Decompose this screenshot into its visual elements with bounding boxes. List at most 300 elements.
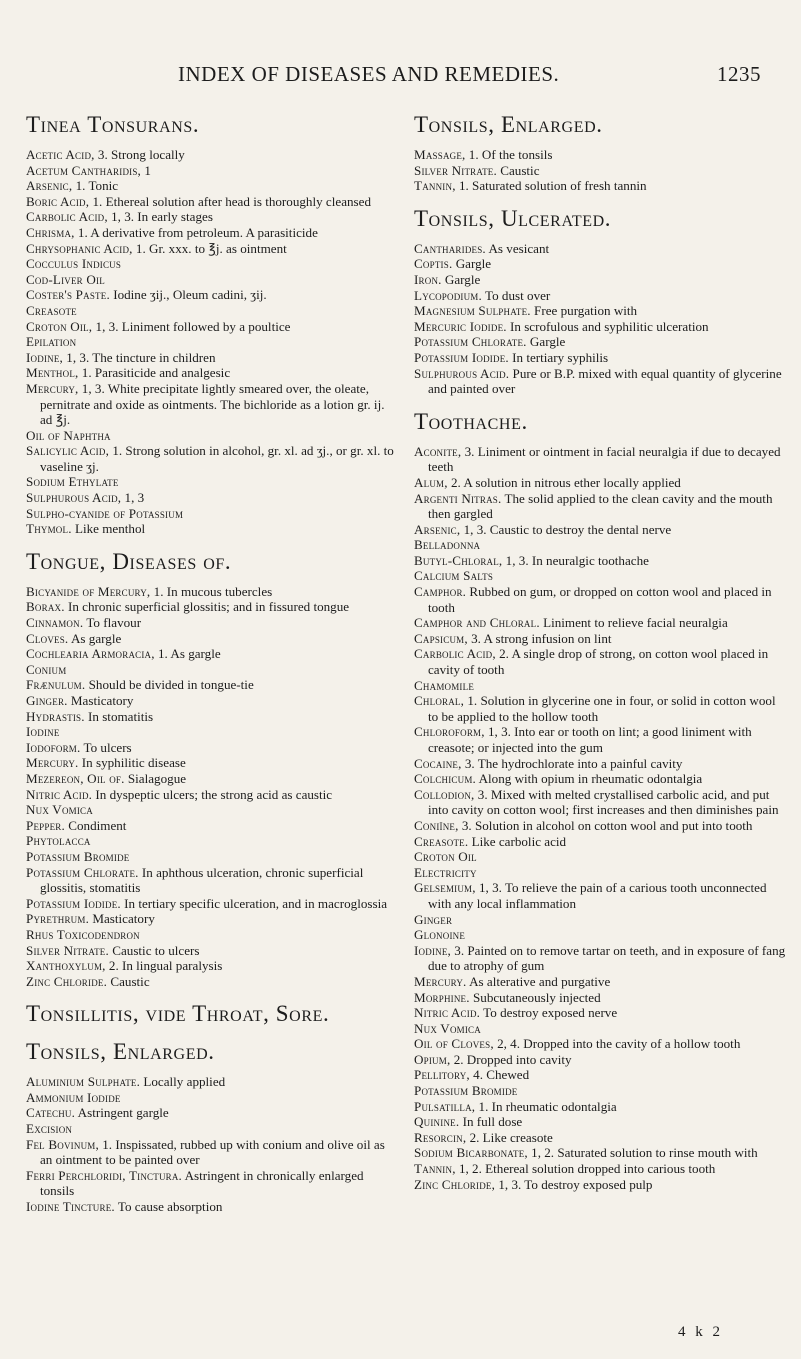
entry-text: 1, 3. To destroy exposed pulp [495,1176,653,1192]
index-entry [414,834,786,850]
index-entry [26,225,398,241]
index-entry [414,584,786,615]
index-entry [414,818,786,834]
entry-text: 3. Strong locally [94,147,185,162]
entry-term: Nitric Acid. [26,786,93,802]
entry-term: Arsenic, [26,178,73,194]
index-entry [26,428,398,444]
index-entry [414,880,786,911]
index-entry [26,927,398,943]
entry-text: 3. Liniment or ointment in facial neuralgia if due to decayed teeth [428,443,781,475]
entry-term: Croton Oil, [26,318,93,334]
entry-term: Potassium Bromide [26,848,130,864]
index-entry [414,1036,786,1052]
index-entry [414,568,786,584]
entry-term: Nux Vomica [26,802,93,818]
index-entry [414,288,786,304]
entry-text: In dyspeptic ulcers; the strong acid as caustic [92,786,333,802]
index-entry [26,599,398,615]
entry-term: Cinnamon. [26,615,84,631]
index-entry [26,787,398,803]
entry-text: 1. Strong solution in alcohol, gr. xl. ad ʒj., or gr. xl. to vaseline ʒj. [40,443,394,474]
entry-text: 1. Inspissated, rubbed up with conium and olive oil as an ointment to be painted over [40,1136,385,1168]
entry-text: In syphilitic disease [78,755,186,771]
index-entry [414,1114,786,1130]
entry-text: 1. In mucous tubercles [150,583,273,599]
section-title: Tonsils, Enlarged. [26,1039,215,1065]
entry-text: Gargle [441,271,481,287]
entry-term: Acetic Acid, [26,147,95,162]
index-entry [26,287,398,303]
entry-text: In scrofulous and syphilitic ulceration [506,318,709,334]
entry-term: Carbolic Acid, [414,646,496,662]
entry-text: 1, 3. The tincture in children [63,349,216,365]
entry-term: Zinc Chloride. [26,973,108,989]
entry-term: Pyrethrum. [26,911,90,927]
index-entry [26,490,398,506]
entry-text: In aphthous ulceration, chronic superficial glossitis, stomatitis [40,864,364,896]
index-entry [414,475,786,491]
entry-term: Cod-Liver Oil [26,271,105,287]
entry-term: Lycopodium. [414,287,482,303]
entry-term: Aluminium Sulphate. [26,1074,141,1090]
entry-term: Ginger. [26,693,68,708]
index-entry [414,990,786,1006]
index-entry [26,896,398,912]
entry-text: Pure or B.P. mixed with equal quantity of glycerine and painted over [428,365,782,397]
entry-text: 2. A solution in nitrous ether locally applied [447,474,681,490]
index-entry [414,350,786,366]
entry-text: 1, 2. Saturated solution to rinse mouth with [527,1145,758,1161]
entry-text: Sialagogue [124,770,187,786]
entry-term: Iodine, [26,349,64,365]
entry-text: In full dose [459,1114,523,1130]
entry-term: Camphor and Chloral. [414,615,540,631]
entry-term: Excision [26,1121,73,1137]
entry-text: Condiment [64,817,127,833]
index-entry [26,272,398,288]
entry-text: 1. Saturated solution of fresh tannin [455,178,647,194]
entry-text: Should be divided in tongue-tie [85,677,254,693]
index-entry [26,911,398,927]
entry-term: Gelsemium, [414,880,476,896]
entry-term: Salicylic Acid, [26,443,110,459]
index-entry [414,256,786,272]
index-entry [26,163,398,179]
entry-text: Locally applied [140,1074,226,1090]
entry-text: 1. Of the tonsils [465,147,553,162]
index-entry [26,194,398,210]
entry-text: The solid applied to the clean cavity and the mouth then gargled [428,490,773,522]
index-entry [414,444,786,475]
entry-text: Masticatory [67,693,134,708]
index-entry [414,724,786,755]
entry-text: 1, 3. In neuralgic toothache [502,552,649,568]
entry-term: Sodium Bicarbonate, [414,1145,528,1161]
entry-term: Tannin, [414,1161,456,1177]
index-entry [414,522,786,538]
index-entry [414,927,786,943]
index-entry [414,943,786,974]
index-entry [414,631,786,647]
entry-text: 1. A derivative from petroleum. A parasiticide [74,224,318,240]
entry-term: Iron. [414,271,442,287]
entry-text: Rubbed on gum, or dropped on cotton wool and placed in tooth [428,584,772,615]
entry-term: Catechu. [26,1105,76,1121]
entry-text: To destroy exposed nerve [480,1005,618,1021]
index-entry [414,1145,786,1161]
index-entry [26,350,398,366]
index-entry [414,912,786,928]
entry-term: Chloroform, [414,724,485,740]
entry-term: Iodoform. [26,739,81,755]
entry-term: Croton Oil [414,849,477,865]
index-entry [26,474,398,490]
entry-text: As vesicant [485,240,550,256]
entry-term: Hydrastis. [26,708,85,724]
entry-text: In stomatitis [84,708,154,724]
entry-text: 2. Like creasote [466,1129,553,1145]
section-title: Tinea Tonsurans. [26,112,200,137]
entry-term: Mercury, [26,380,79,396]
index-entry [26,693,398,709]
index-entry [414,1067,786,1083]
entry-text: 1. In rheumatic odontalgia [475,1098,617,1114]
index-entry [414,1177,786,1193]
running-header [0,62,801,92]
index-entry [414,1005,786,1021]
entry-term: Ferri Perchloridi, Tinctura. [26,1167,183,1183]
index-entry [414,537,786,553]
entry-term: Butyl-Chloral, [414,552,503,568]
index-entry [26,755,398,771]
entry-text: 4. Chewed [469,1067,530,1083]
index-entry [26,818,398,834]
index-entry [414,615,786,631]
entry-text: 2. A single drop of strong, on cotton wool placed in cavity of tooth [428,646,769,678]
entry-term: Silver Nitrate. [414,162,497,178]
index-entry [26,256,398,272]
entry-term: Potassium Chlorate. [26,864,139,880]
index-entry [26,443,398,474]
entry-term: Boric Acid, [26,193,90,209]
entry-text: Gargle [452,256,492,272]
index-entry [414,147,786,163]
index-entry [414,865,786,881]
index-entry [26,319,398,335]
entry-text: 1, 3. In early stages [107,209,213,225]
entry-term: Opium, [414,1051,451,1067]
entry-term: Collodion, [414,786,475,802]
entry-term: Pellitory, [414,1067,470,1083]
entry-term: Epilation [26,334,77,350]
entry-term: Rhus Toxicodendron [26,926,140,942]
entry-term: Cocaine, [414,755,462,771]
entry-term: Potassium Bromide [414,1083,518,1099]
index-entry [26,1199,398,1215]
entry-text: As alterative and purgative [466,973,611,989]
index-entry [414,163,786,179]
section-title: Tonsils, Enlarged. [414,112,603,137]
index-entry [26,771,398,787]
entry-term: Iodine [26,724,60,740]
index-entry [26,974,398,990]
entry-term: Menthol, [26,365,79,381]
entry-term: Coniïne, [414,817,459,833]
entry-text: 1, 3. Caustic to destroy the dental nerve [460,521,672,537]
entry-text: 1. Parasiticide and analgesic [78,365,231,381]
index-entry [26,615,398,631]
entry-term: Thymol. [26,521,72,537]
index-entry [26,958,398,974]
index-entry [414,1130,786,1146]
section-title: Tonsillitis, vide Throat, Sore. [26,1001,330,1027]
entry-term: Sulpho-cyanide of Potassium [26,505,184,521]
index-entry [26,849,398,865]
entry-term: Chamomile [414,677,475,693]
index-entry [414,366,786,397]
entry-text: Astringent gargle [75,1105,169,1121]
entry-term: Mercuric Iodide. [414,318,507,334]
entry-text: Like carbolic acid [468,833,567,849]
entry-text: 1, 3 [121,490,145,506]
index-entry [414,787,786,818]
entry-term: Iodine Tincture. [26,1199,115,1215]
entry-text: 1. Ethereal solution after head is thoroughly cleansed [89,193,372,209]
entry-text: 3. A strong infusion on lint [467,630,612,646]
entry-term: Chrisma, [26,224,75,240]
entry-term: Silver Nitrate. [26,942,109,958]
entry-term: Nux Vomica [414,1020,481,1036]
entry-text: Caustic to ulcers [108,942,200,958]
entry-text: 1, 3. Into ear or tooth on lint; a good liniment with creasote; or injected into the gum [428,724,752,755]
entry-text: As gargle [68,630,122,646]
index-entry [26,365,398,381]
entry-term: Camphor. [414,584,467,600]
entry-term: Sulphurous Acid. [414,365,510,381]
index-entry [414,771,786,787]
header-title: INDEX OF DISEASES AND REMEDIES. [178,62,560,86]
index-entry [414,491,786,522]
entry-text: 1 [141,162,151,178]
index-entry [26,802,398,818]
right-column [414,112,786,1192]
index-entry [26,1090,398,1106]
entry-term: Quinine. [414,1114,460,1130]
section-title: Tonsils, Ulcerated. [414,205,612,231]
index-entry [26,646,398,662]
entry-term: Cochlearia Armoracia, [26,646,155,662]
entry-term: Pulsatilla, [414,1098,476,1114]
entry-term: Phytolacca [26,833,91,849]
entry-term: Carbolic Acid, [26,209,108,225]
index-entry [26,584,398,600]
entry-text: Iodine ʒij., Oleum cadini, ʒij. [109,287,267,303]
entry-term: Cocculus Indicus [26,256,122,272]
entry-term: Coster's Paste. [26,287,110,303]
entry-text: 1, 3. To relieve the pain of a carious tooth unconnected with any local inflammation [428,880,767,911]
entry-text: 2. In lingual paralysis [105,958,223,974]
entry-term: Mercury. [26,755,79,771]
entry-text: In tertiary specific ulceration, and in macroglossia [120,895,388,911]
index-entry [26,209,398,225]
entry-text: 1. As gargle [154,646,221,662]
entry-term: Potassium Iodide. [414,349,509,365]
entry-text: 2. Dropped into cavity [450,1051,572,1067]
index-entry [414,756,786,772]
entry-text: To flavour [83,615,142,631]
entry-term: Aconite, [414,443,462,459]
index-entry [26,241,398,257]
entry-text: Astringent in chronically enlarged tonsils [40,1167,364,1199]
index-entry [414,974,786,990]
entry-term: Conium [26,661,67,677]
entry-term: Argenti Nitras. [414,490,502,506]
index-entry [26,1137,398,1168]
entry-term: Arsenic, [414,521,461,537]
entry-term: Iodine, [414,942,452,958]
index-entry [26,521,398,537]
entry-term: Nitric Acid. [414,1005,481,1021]
entry-term: Coptis. [414,256,453,272]
entry-term: Bicyanide of Mercury, [26,583,151,599]
index-entry [414,241,786,257]
entry-text: Liniment to relieve facial neuralgia [539,615,728,631]
entry-text: Subcutaneously injected [469,989,601,1005]
entry-term: Resorcin, [414,1129,467,1145]
entry-term: Frænulum. [26,677,86,693]
entry-term: Cantharides. [414,240,486,256]
index-entry [414,334,786,350]
entry-term: Creasote [26,302,77,318]
entry-text: 3. The hydrochlorate into a painful cavity [461,755,683,771]
entry-term: Sulphurous Acid, [26,490,122,506]
index-entry [414,678,786,694]
index-entry [26,147,398,163]
index-entry [26,178,398,194]
entry-term: Calcium Salts [414,568,494,584]
index-entry [26,740,398,756]
index-entry [26,709,398,725]
entry-text: In tertiary syphilis [508,349,609,365]
entry-term: Ginger [414,911,453,927]
index-entry [26,865,398,896]
entry-text: 1. Tonic [72,178,119,194]
index-entry [414,1161,786,1177]
index-entry [26,1121,398,1137]
entry-text: 1, 3. White precipitate lightly smeared over, the oleate, pernitrate and oxide as ointments. The bichloride as a lotion gr. ij. ad ℥j. [40,380,385,428]
entry-text: Caustic [496,162,540,178]
entry-term: Sodium Ethylate [26,474,119,490]
entry-text: 1. Gr. xxx. to ℥j. as ointment [132,240,287,256]
entry-term: Chloral, [414,693,465,709]
entry-text: To cause absorption [114,1199,223,1215]
entry-text: Free purgation with [530,303,638,319]
entry-term: Colchicum. [414,771,477,787]
entry-term: Mercury. [414,973,467,989]
index-entry [414,646,786,677]
entry-term: Chrysophanic Acid, [26,240,133,256]
entry-text: Gargle [526,334,566,350]
entry-text: In chronic superficial glossitis; and in fissured tongue [64,599,350,615]
entry-term: Potassium Chlorate. [414,334,527,350]
index-entry [414,849,786,865]
index-entry [414,1052,786,1068]
entry-term: Borax. [26,599,65,615]
index-entry [414,272,786,288]
index-entry [26,1105,398,1121]
entry-term: Morphine. [414,989,470,1005]
entry-term: Massage, [414,147,466,162]
entry-term: Tannin, [414,178,456,194]
entry-text: Along with opium in rheumatic odontalgia [476,771,703,787]
index-entry [26,381,398,428]
entry-text: 1. Solution in glycerine one in four, or solid in cotton wool to be applied to the hollow tooth [428,693,776,724]
entry-term: Magnesium Sulphate. [414,303,531,319]
index-entry [26,943,398,959]
entry-term: Potassium Iodide. [26,895,121,911]
index-entry [26,833,398,849]
entry-text: To ulcers [80,739,132,755]
page-number: 1235 [717,62,761,86]
entry-term: Pepper. [26,817,65,833]
left-column [26,112,398,1215]
signature-mark: 4 k 2 [678,1324,723,1340]
index-entry [414,178,786,194]
entry-text: 1, 3. Liniment followed by a poultice [92,318,291,334]
entry-term: Xanthoxylum, [26,958,106,974]
index-entry [414,319,786,335]
entry-term: Cloves. [26,630,69,646]
index-entry [26,1074,398,1090]
entry-term: Fel Bovinum, [26,1136,99,1152]
entry-term: Electricity [414,864,477,880]
index-entry [414,1021,786,1037]
entry-text: Masticatory [89,911,155,927]
index-entry [26,303,398,319]
entry-text: 2, 4. Dropped into the cavity of a hollow tooth [493,1036,741,1052]
entry-term: Creasote. [414,833,469,849]
entry-text: 3. Mixed with melted crystallised carbolic acid, and put into cavity on cotton wool; first increases and then diminishes pain [428,786,779,818]
entry-text: 3. Solution in alcohol on cotton wool and put into tooth [458,817,753,833]
entry-term: Capsicum, [414,630,468,646]
index-entry [26,631,398,647]
section-title: Toothache. [414,408,528,434]
entry-term: Ammonium Iodide [26,1089,121,1105]
index-entry [26,334,398,350]
entry-term: Belladonna [414,537,481,553]
index-entry [414,693,786,724]
entry-text: Caustic [107,973,150,989]
entry-text: Like menthol [71,521,146,537]
entry-text: 1, 2. Ethereal solution dropped into carious tooth [455,1161,716,1177]
index-entry [26,662,398,678]
entry-text: 3. Painted on to remove tartar on teeth, and in exposure of fang due to atrophy of gum [428,942,786,974]
entry-term: Mezereon, Oil of. [26,770,125,786]
section-title: Tongue, Diseases of. [26,548,232,574]
entry-text: To dust over [481,287,551,303]
index-entry [414,1099,786,1115]
index-entry [26,724,398,740]
index-entry [414,553,786,569]
entry-term: Acetum Cantharidis, [26,162,142,178]
index-entry [414,1083,786,1099]
entry-term: Oil of Naphtha [26,427,111,443]
index-entry [26,1168,398,1199]
entry-term: Oil of Cloves, [414,1036,494,1052]
index-entry [26,677,398,693]
index-entry [414,303,786,319]
